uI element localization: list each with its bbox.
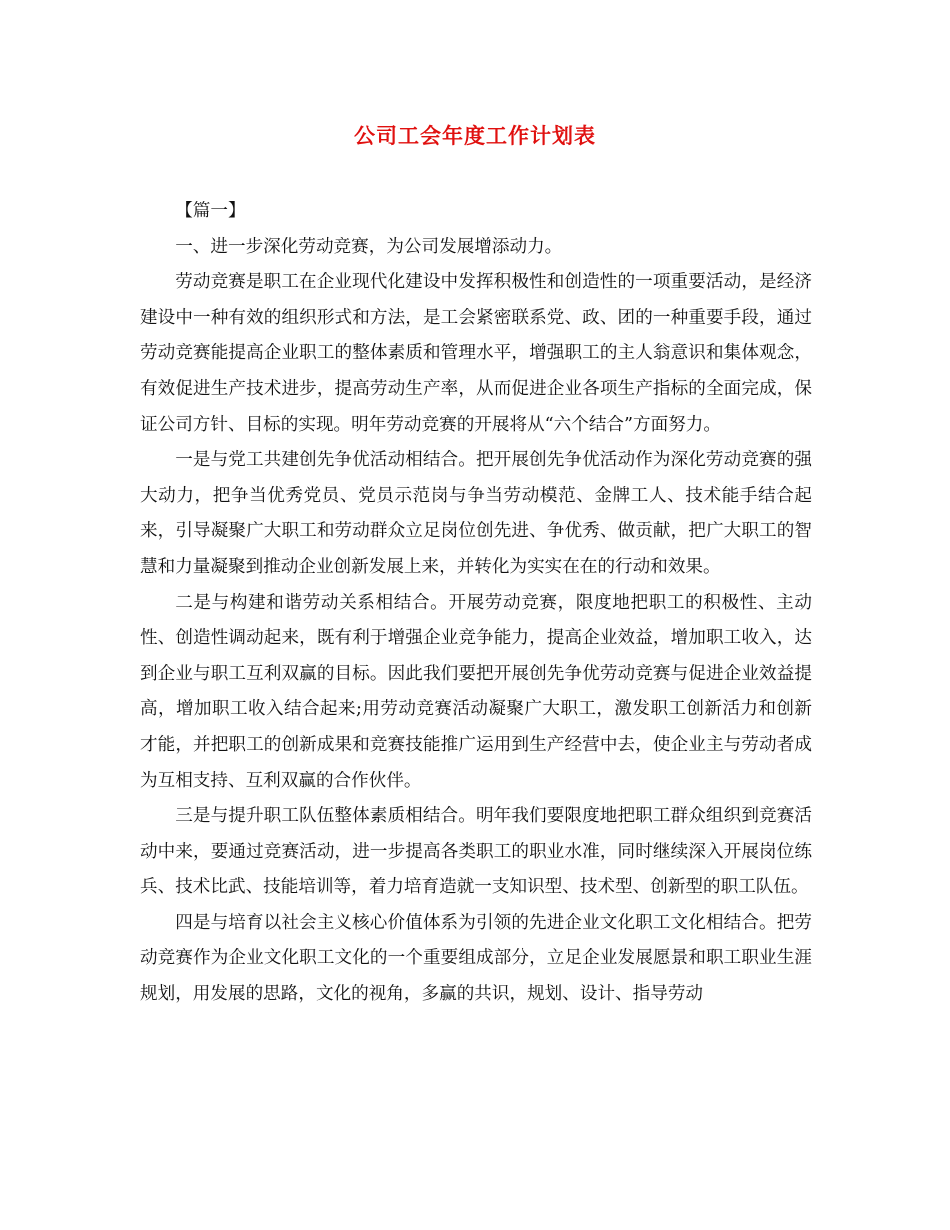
document-title: 公司工会年度工作计划表 xyxy=(354,123,596,148)
item-heading: 一、进一步深化劳动竞赛，为公司发展增添动力。 xyxy=(175,236,563,257)
paragraph-point-4: 四是与培育以社会主义核心价值体系为引领的先进企业文化职工文化相结合。把劳动竞赛作为企业文化职工文化的一个重要组成部分，立足企业发展愿景和职工职业生涯规划，用发展的思路，文化的视角，多赢的共识，规划、设计、指导劳动 xyxy=(140,912,812,1005)
paragraph-point-3: 三是与提升职工队伍整体素质相结合。明年我们要限度地把职工群众组织到竞赛活动中来，要通过竞赛活动，进一步提高各类职工的职业水准，同时继续深入开展岗位练兵、技术比武、技能培训等，着力培育造就一支知识型、技术型、创新型的职工队伍。 xyxy=(140,806,812,898)
section-heading: 【篇一】 xyxy=(175,201,246,221)
paragraph-point-1: 一是与党工共建创先争优活动相结合。把开展创先争优活动作为深化劳动竞赛的强大动力，把争当优秀党员、党员示范岗与争当劳动模范、金牌工人、技术能手结合起来，引导凝聚广大职工和劳动群众立足岗位创先进、争优秀、做贡献，把广大职工的智慧和力量凝聚到推动企业创新发展上来，并转化为实实在在的行动和效果。 xyxy=(140,450,812,577)
paragraph-intro: 劳动竞赛是职工在企业现代化建设中发挥积极性和创造性的一项重要活动，是经济建设中一种有效的组织形式和方法，是工会紧密联系党、政、团的一种重要手段，通过劳动竞赛能提高企业职工的整体素质和管理水平，增强职工的主人翁意识和集体观念，有效促进生产技术进步，提高劳动生产率，从而促进企业各项生产指标的全面完成，保证公司方针、目标的实现。明年劳动竞赛的开展将从“六个结合”方面努力。 xyxy=(140,272,812,435)
document-body xyxy=(140,194,812,1013)
paragraph-point-2: 二是与构建和谐劳动关系相结合。开展劳动竞赛，限度地把职工的积极性、主动性、创造性调动起来，既有利于增强企业竞争能力，提高企业效益，增加职工收入，达到企业与职工互利双赢的目标。因此我们要把开展创先争优劳动竞赛与促进企业效益提高，增加职工收入结合起来;用劳动竞赛活动凝聚广大职工，激发职工创新活力和创新才能，并把职工的创新成果和竞赛技能推广运用到生产经营中去，使企业主与劳动者成为互相支持、互利双赢的合作伙伴。 xyxy=(140,592,812,791)
